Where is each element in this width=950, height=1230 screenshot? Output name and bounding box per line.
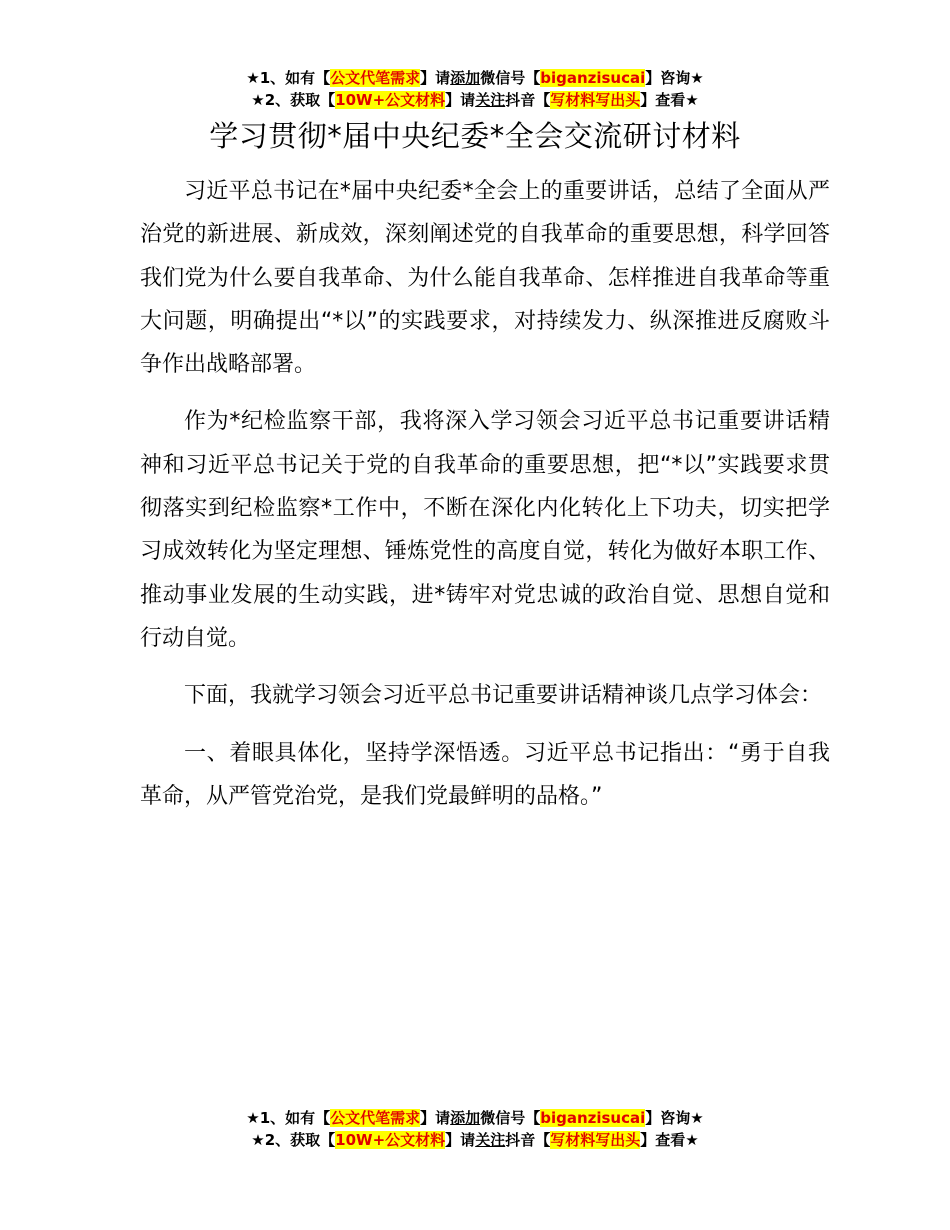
ad-line-2: ★2、获取【10W+公文材料】请关注抖音【写材料写出头】查看★ — [251, 1131, 699, 1149]
highlight-service: 公文代笔需求 — [330, 69, 421, 87]
star-icon: ★ — [685, 1131, 699, 1149]
highlight-service: 公文代笔需求 — [330, 1109, 421, 1127]
star-icon: ★ — [690, 1109, 704, 1127]
highlight-wechat-id: biganzisucai — [540, 69, 646, 87]
star-icon: ★ — [251, 91, 265, 109]
document-title: 学习贯彻*届中央纪委*全会交流研讨材料 — [209, 119, 741, 153]
highlight-douyin: 写材料写出头 — [550, 1131, 641, 1149]
ad-line-1: ★1、如有【公文代笔需求】请添加微信号【biganzisucai】咨询★ — [246, 1109, 704, 1127]
paragraph: 作为*纪检监察干部，我将深入学习领会习近平总书记重要讲话精神和习近平总书记关于党的自我革命的重要思想，把“*以”实践要求贯彻落实到纪检监察*工作中，不断在深化内化转化上下功夫，切实把学习成效转化为坚定理想、锤炼党性的高度自觉，转化为做好本职工作、推动事业发展的生动实践，进*铸牢对党忠诚的政治自觉、思想自觉和行动自觉。 — [140, 409, 830, 651]
paragraph: 下面，我就学习领会习近平总书记重要讲话精神谈几点学习体会： — [184, 683, 823, 709]
star-icon: ★ — [246, 69, 260, 87]
paragraph: 一、着眼具体化，坚持学深悟透。习近平总书记指出：“勇于自我革命，从严管党治党，是我们党最鲜明的品格。” — [140, 740, 830, 809]
star-icon: ★ — [251, 1131, 265, 1149]
highlight-materials: 10W+公文材料 — [335, 1131, 446, 1149]
highlight-wechat-id: biganzisucai — [540, 1109, 646, 1127]
star-icon: ★ — [685, 91, 699, 109]
star-icon: ★ — [690, 69, 704, 87]
star-icon: ★ — [246, 1109, 260, 1127]
highlight-douyin: 写材料写出头 — [550, 91, 641, 109]
ad-banner-top — [0, 67, 950, 111]
paragraph: 习近平总书记在*届中央纪委*全会上的重要讲话，总结了全面从严治党的新进展、新成效，深刻阐述党的自我革命的重要思想，科学回答我们党为什么要自我革命、为什么能自我革命、怎样推进自我革命等重大问题，明确提出“*以”的实践要求，对持续发力、纵深推进反腐败斗争作出战略部署。 — [140, 179, 830, 378]
highlight-materials: 10W+公文材料 — [335, 91, 446, 109]
document-body — [140, 170, 830, 832]
ad-line-2: ★2、获取【10W+公文材料】请关注抖音【写材料写出头】查看★ — [251, 91, 699, 109]
ad-line-1: ★1、如有【公文代笔需求】请添加微信号【biganzisucai】咨询★ — [246, 69, 704, 87]
ad-banner-bottom — [0, 1107, 950, 1151]
